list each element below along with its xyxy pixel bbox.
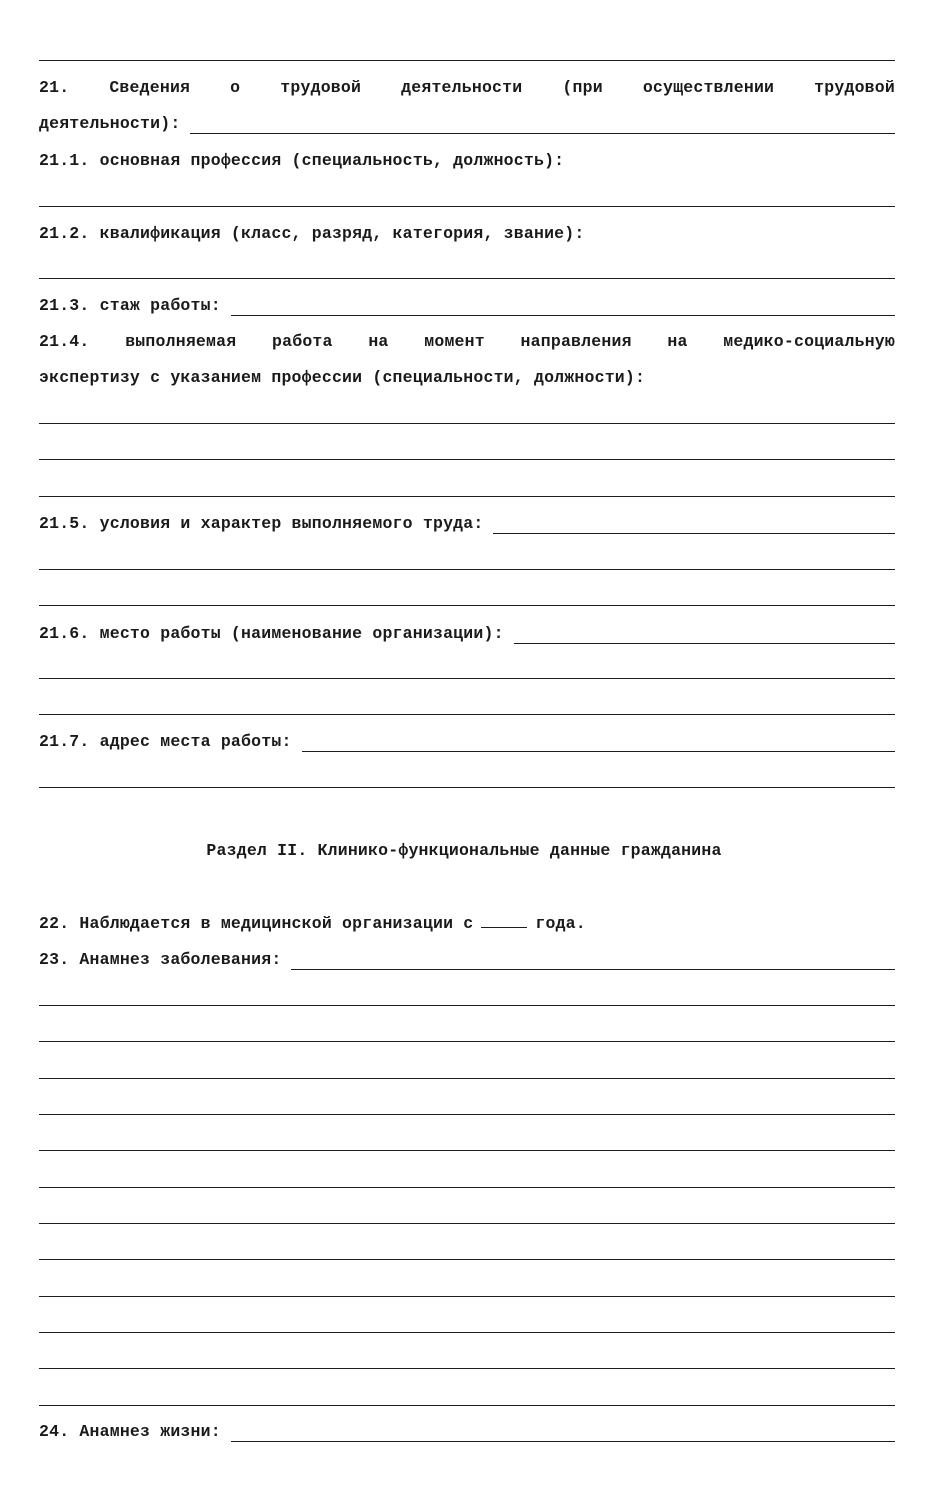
item-21-6-field[interactable]	[39, 714, 895, 715]
item-21-4-word: на	[667, 332, 688, 351]
item-21-4-word: 21.4.	[39, 332, 90, 351]
item-23-field[interactable]	[39, 1332, 895, 1333]
item-21-4-line1	[39, 332, 895, 352]
item-23-field[interactable]	[39, 1368, 895, 1369]
item-21-word: трудовой	[280, 78, 362, 97]
item-21-1-field[interactable]	[39, 206, 895, 207]
item-23-row	[39, 950, 895, 970]
item-21-word: трудовой	[814, 78, 895, 97]
item-21-4-word: момент	[424, 332, 485, 351]
item-21-3-field[interactable]	[231, 299, 895, 316]
item-21-6-field[interactable]	[39, 678, 895, 679]
item-21-3-label: 21.3. стаж работы:	[39, 296, 221, 315]
item-21-1-label: 21.1. основная профессия (специальность, должность):	[39, 151, 565, 170]
item-23-field[interactable]	[39, 1041, 895, 1042]
item-21-field[interactable]	[190, 117, 895, 134]
item-21-7-field[interactable]	[302, 735, 895, 752]
item-21-4-word: выполняемая	[125, 332, 237, 351]
item-21-4-word: работа	[272, 332, 333, 351]
item-24-row	[39, 1422, 895, 1442]
section-heading: Раздел II. Клинико-функциональные данные гражданина	[206, 841, 722, 860]
item-21-4-field[interactable]	[39, 459, 895, 460]
item-23-field[interactable]	[39, 1078, 895, 1079]
item-23-field[interactable]	[39, 1187, 895, 1188]
item-23-field[interactable]	[39, 1223, 895, 1224]
item-21-word: о	[230, 78, 241, 97]
item-23-field[interactable]	[39, 1259, 895, 1260]
item-21-line1	[39, 78, 895, 98]
item-21-5-field[interactable]	[39, 605, 895, 606]
item-21-2-field[interactable]	[39, 278, 895, 279]
item-22-row	[39, 913, 586, 934]
item-21-line2	[39, 114, 895, 134]
item-21-5-row	[39, 514, 895, 534]
item-22-year-field[interactable]	[481, 913, 527, 928]
item-21-word: 21.	[39, 78, 70, 97]
item-21-6-label: 21.6. место работы (наименование организации):	[39, 624, 504, 643]
item-21-2-label: 21.2. квалификация (класс, разряд, категория, звание):	[39, 224, 585, 243]
item-22-label: 22. Наблюдается в медицинской организации с	[39, 914, 474, 933]
item-21-word: осуществлении	[642, 78, 775, 97]
item-21-7-row	[39, 732, 895, 752]
item-23-field[interactable]	[39, 1405, 895, 1406]
item-23-field[interactable]	[291, 953, 895, 970]
item-23-field[interactable]	[39, 1114, 895, 1115]
item-23-field[interactable]	[39, 1005, 895, 1006]
item-21-4-field[interactable]	[39, 423, 895, 424]
item-23-label: 23. Анамнез заболевания:	[39, 950, 282, 969]
item-24-label: 24. Анамнез жизни:	[39, 1422, 221, 1441]
item-21-7-label: 21.7. адрес места работы:	[39, 732, 292, 751]
item-21-4-word: направления	[520, 332, 632, 351]
item-23-field[interactable]	[39, 1296, 895, 1297]
item-21-7-field[interactable]	[39, 787, 895, 788]
item-21-word: (при	[562, 78, 603, 97]
item-21-4-label-cont: экспертизу с указанием профессии (специальности, должности):	[39, 368, 646, 387]
item-21-3-row	[39, 296, 895, 316]
item-21-word: деятельности	[401, 78, 523, 97]
item-21-5-field[interactable]	[493, 517, 895, 534]
item-21-6-field[interactable]	[514, 627, 895, 644]
item-21-label-cont: деятельности):	[39, 114, 181, 133]
item-21-word: Сведения	[109, 78, 191, 97]
item-21-5-field[interactable]	[39, 569, 895, 570]
form-rule	[39, 60, 895, 61]
item-21-4-word: медико-социальную	[723, 332, 895, 351]
item-21-4-word: на	[368, 332, 389, 351]
item-21-5-label: 21.5. условия и характер выполняемого труда:	[39, 514, 484, 533]
item-22-label-end: года.	[535, 914, 586, 933]
item-23-field[interactable]	[39, 1150, 895, 1151]
item-24-field[interactable]	[231, 1425, 895, 1442]
item-21-6-row	[39, 624, 895, 644]
item-21-4-field[interactable]	[39, 496, 895, 497]
